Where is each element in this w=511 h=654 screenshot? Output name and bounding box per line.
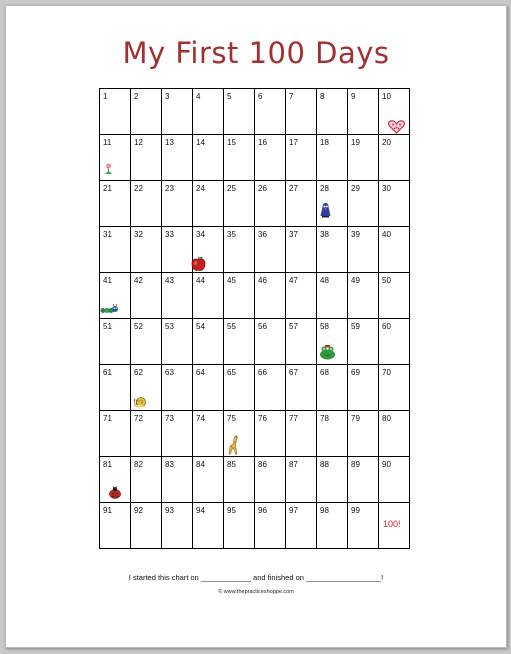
day-cell-90	[379, 457, 410, 503]
day-cell-75	[224, 411, 255, 457]
day-cell-48	[317, 273, 348, 319]
day-number: 3	[165, 92, 170, 101]
day-cell-97	[286, 503, 317, 549]
day-cell-82	[131, 457, 162, 503]
day-cell-46	[255, 273, 286, 319]
day-number: 23	[165, 184, 174, 193]
website-credit: © www.thepracticeshoppe.com	[218, 589, 294, 595]
day-cell-62	[131, 365, 162, 411]
day-cell-76	[255, 411, 286, 457]
day-cell-25	[224, 181, 255, 227]
day-number: 59	[351, 322, 360, 331]
day-number: 11	[103, 138, 112, 147]
day-number: 81	[103, 460, 112, 469]
day-number: 69	[351, 368, 360, 377]
day-number: 74	[196, 414, 205, 423]
day-cell-58	[317, 319, 348, 365]
day-cell-29	[348, 181, 379, 227]
day-number: 92	[134, 506, 143, 515]
day-number: 73	[165, 414, 174, 423]
day-number: 34	[196, 230, 205, 239]
day-cell-94	[193, 503, 224, 549]
day-number: 32	[134, 230, 143, 239]
day-number: 54	[196, 322, 205, 331]
day-cell-38	[317, 227, 348, 273]
blue-bird-sticker-icon	[319, 202, 332, 218]
day-cell-43	[162, 273, 193, 319]
day-number: 10	[382, 92, 391, 101]
snail-sticker-icon	[132, 394, 147, 409]
day-cell-80	[379, 411, 410, 457]
day-number: 38	[320, 230, 329, 239]
day-cell-99	[348, 503, 379, 549]
hundred-days-grid	[99, 88, 410, 549]
day-cell-64	[193, 365, 224, 411]
day-number: 44	[196, 276, 205, 285]
day-number: 71	[103, 414, 112, 423]
day-cell-23	[162, 181, 193, 227]
day-number: 22	[134, 184, 143, 193]
day-cell-56	[255, 319, 286, 365]
day-cell-93	[162, 503, 193, 549]
day-number: 7	[289, 92, 294, 101]
day-cell-88	[317, 457, 348, 503]
day-number: 61	[103, 368, 112, 377]
day-cell-15	[224, 135, 255, 181]
day-number: 13	[165, 138, 174, 147]
day-cell-83	[162, 457, 193, 503]
worksheet-page	[5, 5, 507, 648]
day-number: 25	[227, 184, 236, 193]
page-title: My First 100 Days	[122, 36, 390, 70]
giraffe-sticker-icon	[227, 434, 239, 456]
day-cell-63	[162, 365, 193, 411]
day-number: 79	[351, 414, 360, 423]
day-number: 27	[289, 184, 298, 193]
day-number: 51	[103, 322, 112, 331]
day-cell-7	[286, 89, 317, 135]
day-number: 93	[165, 506, 174, 515]
day-number: 70	[382, 368, 391, 377]
day-number: 19	[351, 138, 360, 147]
day-cell-77	[286, 411, 317, 457]
day-number: 99	[351, 506, 360, 515]
day-number: 12	[134, 138, 143, 147]
day-number: 42	[134, 276, 143, 285]
day-number: 58	[320, 322, 329, 331]
day-cell-68	[317, 365, 348, 411]
day-cell-42	[131, 273, 162, 319]
day-number: 91	[103, 506, 112, 515]
day-number: 53	[165, 322, 174, 331]
day-number: 89	[351, 460, 360, 469]
heart-sticker-icon	[388, 120, 405, 134]
day-number: 85	[227, 460, 236, 469]
day-number: 37	[289, 230, 298, 239]
day-number: 15	[227, 138, 236, 147]
day-number: 98	[320, 506, 329, 515]
day-number: 100!	[383, 519, 401, 529]
day-number: 57	[289, 322, 298, 331]
day-cell-86	[255, 457, 286, 503]
day-number: 28	[320, 184, 329, 193]
day-cell-44	[193, 273, 224, 319]
day-cell-16	[255, 135, 286, 181]
day-number: 95	[227, 506, 236, 515]
day-cell-96	[255, 503, 286, 549]
day-cell-14	[193, 135, 224, 181]
day-cell-36	[255, 227, 286, 273]
day-cell-24	[193, 181, 224, 227]
day-number: 63	[165, 368, 174, 377]
day-number: 9	[351, 92, 356, 101]
day-cell-85	[224, 457, 255, 503]
day-number: 8	[320, 92, 325, 101]
day-number: 87	[289, 460, 298, 469]
day-number: 62	[134, 368, 143, 377]
ladybug-sticker-icon	[108, 486, 122, 499]
day-cell-100	[379, 503, 410, 549]
day-number: 16	[258, 138, 267, 147]
day-number: 64	[196, 368, 205, 377]
day-number: 60	[382, 322, 391, 331]
day-cell-26	[255, 181, 286, 227]
day-cell-69	[348, 365, 379, 411]
day-cell-70	[379, 365, 410, 411]
day-cell-79	[348, 411, 379, 457]
day-number: 21	[103, 184, 112, 193]
day-cell-98	[317, 503, 348, 549]
day-number: 29	[351, 184, 360, 193]
day-number: 56	[258, 322, 267, 331]
day-cell-12	[131, 135, 162, 181]
day-cell-18	[317, 135, 348, 181]
day-number: 67	[289, 368, 298, 377]
day-cell-41	[100, 273, 131, 319]
day-number: 5	[227, 92, 232, 101]
day-number: 20	[382, 138, 391, 147]
day-cell-37	[286, 227, 317, 273]
caterpillar-sticker-icon	[100, 304, 120, 314]
day-number: 35	[227, 230, 236, 239]
day-number: 84	[196, 460, 205, 469]
day-cell-30	[379, 181, 410, 227]
day-number: 90	[382, 460, 391, 469]
day-number: 24	[196, 184, 205, 193]
day-number: 2	[134, 92, 139, 101]
day-cell-84	[193, 457, 224, 503]
day-cell-95	[224, 503, 255, 549]
apple-sticker-icon	[191, 256, 206, 272]
day-number: 66	[258, 368, 267, 377]
day-number: 55	[227, 322, 236, 331]
day-cell-89	[348, 457, 379, 503]
day-cell-33	[162, 227, 193, 273]
day-number: 50	[382, 276, 391, 285]
day-cell-28	[317, 181, 348, 227]
day-number: 80	[382, 414, 391, 423]
day-cell-21	[100, 181, 131, 227]
day-cell-73	[162, 411, 193, 457]
day-number: 26	[258, 184, 267, 193]
day-number: 86	[258, 460, 267, 469]
day-cell-2	[131, 89, 162, 135]
day-number: 45	[227, 276, 236, 285]
day-cell-59	[348, 319, 379, 365]
day-number: 30	[382, 184, 391, 193]
day-cell-60	[379, 319, 410, 365]
day-cell-71	[100, 411, 131, 457]
day-cell-55	[224, 319, 255, 365]
day-cell-3	[162, 89, 193, 135]
flower-sticker-icon	[104, 163, 113, 174]
day-cell-4	[193, 89, 224, 135]
day-number: 48	[320, 276, 329, 285]
day-cell-51	[100, 319, 131, 365]
start-finish-sentence: I started this chart on ____________ and finished on __________________!	[128, 573, 384, 582]
day-cell-10	[379, 89, 410, 135]
day-number: 75	[227, 414, 236, 423]
day-cell-22	[131, 181, 162, 227]
day-cell-91	[100, 503, 131, 549]
day-cell-74	[193, 411, 224, 457]
day-number: 65	[227, 368, 236, 377]
day-number: 14	[196, 138, 205, 147]
day-cell-87	[286, 457, 317, 503]
day-cell-8	[317, 89, 348, 135]
day-number: 77	[289, 414, 298, 423]
day-cell-19	[348, 135, 379, 181]
day-number: 96	[258, 506, 267, 515]
day-cell-78	[317, 411, 348, 457]
green-frog-sticker-icon	[319, 345, 336, 360]
day-number: 43	[165, 276, 174, 285]
day-cell-66	[255, 365, 286, 411]
day-number: 94	[196, 506, 205, 515]
day-number: 41	[103, 276, 112, 285]
day-cell-20	[379, 135, 410, 181]
day-cell-27	[286, 181, 317, 227]
day-cell-9	[348, 89, 379, 135]
day-cell-92	[131, 503, 162, 549]
day-cell-54	[193, 319, 224, 365]
day-number: 1	[103, 92, 108, 101]
day-cell-17	[286, 135, 317, 181]
day-number: 36	[258, 230, 267, 239]
day-number: 18	[320, 138, 329, 147]
day-cell-5	[224, 89, 255, 135]
day-cell-72	[131, 411, 162, 457]
day-cell-32	[131, 227, 162, 273]
day-cell-40	[379, 227, 410, 273]
day-cell-13	[162, 135, 193, 181]
day-number: 83	[165, 460, 174, 469]
day-number: 78	[320, 414, 329, 423]
day-number: 46	[258, 276, 267, 285]
day-number: 49	[351, 276, 360, 285]
day-number: 4	[196, 92, 201, 101]
day-number: 6	[258, 92, 263, 101]
day-number: 31	[103, 230, 112, 239]
day-cell-47	[286, 273, 317, 319]
day-number: 76	[258, 414, 267, 423]
day-number: 82	[134, 460, 143, 469]
day-number: 52	[134, 322, 143, 331]
day-number: 17	[289, 138, 298, 147]
day-cell-6	[255, 89, 286, 135]
day-cell-52	[131, 319, 162, 365]
day-number: 40	[382, 230, 391, 239]
day-number: 33	[165, 230, 174, 239]
day-cell-1	[100, 89, 131, 135]
day-cell-50	[379, 273, 410, 319]
day-cell-67	[286, 365, 317, 411]
day-number: 39	[351, 230, 360, 239]
day-cell-61	[100, 365, 131, 411]
day-number: 72	[134, 414, 143, 423]
day-cell-11	[100, 135, 131, 181]
day-cell-81	[100, 457, 131, 503]
day-number: 68	[320, 368, 329, 377]
day-cell-45	[224, 273, 255, 319]
day-number: 88	[320, 460, 329, 469]
day-cell-49	[348, 273, 379, 319]
day-number: 47	[289, 276, 298, 285]
day-cell-31	[100, 227, 131, 273]
day-cell-39	[348, 227, 379, 273]
day-cell-34	[193, 227, 224, 273]
day-cell-65	[224, 365, 255, 411]
day-cell-57	[286, 319, 317, 365]
day-number: 97	[289, 506, 298, 515]
day-cell-53	[162, 319, 193, 365]
day-cell-35	[224, 227, 255, 273]
